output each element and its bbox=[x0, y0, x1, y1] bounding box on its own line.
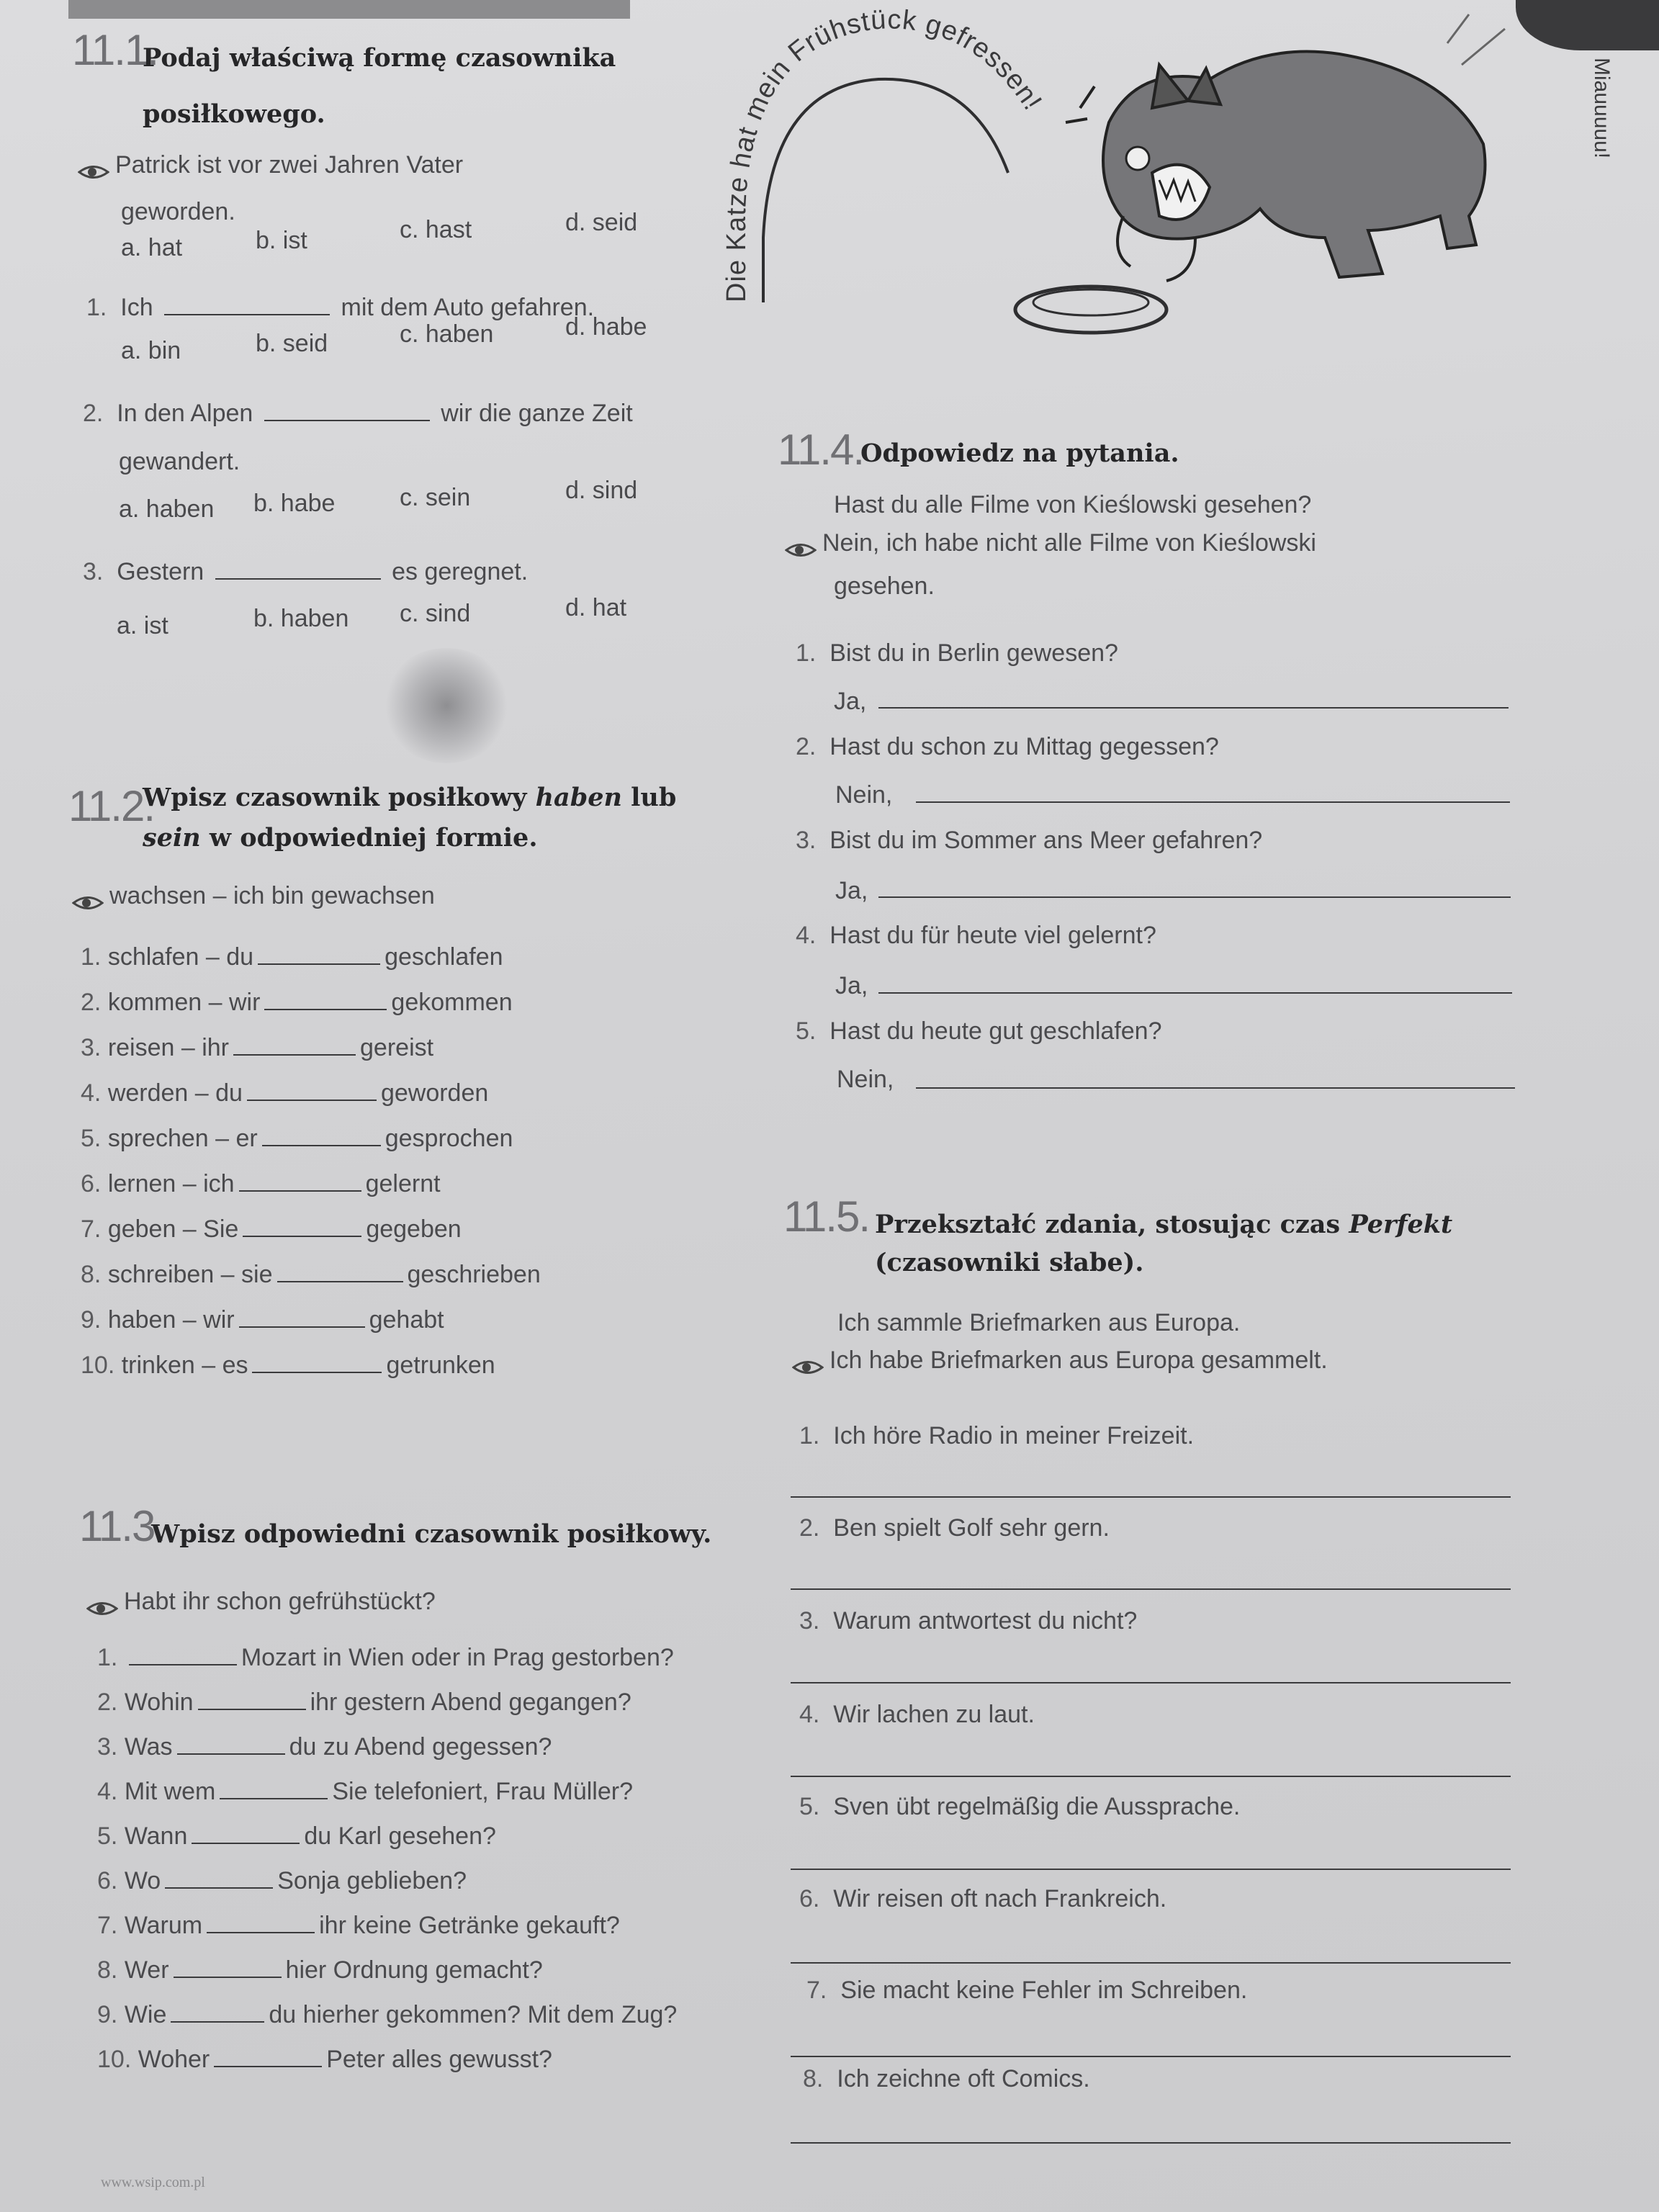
s1-item-1 bbox=[86, 294, 594, 322]
section-11-1-title-line1: Podaj właściwą formę czasownika bbox=[143, 43, 616, 73]
cat-eye bbox=[1126, 147, 1149, 170]
item-number: 1. bbox=[86, 294, 107, 321]
answer-blank[interactable] bbox=[215, 577, 381, 580]
s4-item-1-answer-line[interactable] bbox=[878, 707, 1509, 709]
s2-item-8 bbox=[81, 1261, 541, 1289]
motion-lines bbox=[1447, 14, 1505, 65]
s5-item-6-answer-line[interactable] bbox=[791, 1962, 1511, 1964]
speech-arc-line bbox=[763, 79, 1008, 302]
answer-blank[interactable] bbox=[174, 1976, 282, 1978]
item-post: gesprochen bbox=[385, 1125, 513, 1152]
item-post: mit dem Auto gefahren. bbox=[341, 294, 595, 321]
s2-item-1 bbox=[81, 943, 503, 971]
cat-illustration bbox=[691, 0, 1659, 346]
answer-blank[interactable] bbox=[207, 1931, 315, 1933]
item-pre: Ich bbox=[120, 294, 153, 321]
item-number: 1. bbox=[81, 943, 102, 971]
s5-item-8 bbox=[803, 2065, 1090, 2093]
s5-item-2-answer-line[interactable] bbox=[791, 1588, 1511, 1590]
item-number: 3. bbox=[83, 558, 104, 585]
eye-icon bbox=[785, 536, 817, 552]
item-post: gehabt bbox=[369, 1306, 444, 1334]
answer-blank[interactable] bbox=[220, 1797, 328, 1799]
example-11-2-text: wachsen – ich bin gewachsen bbox=[109, 882, 435, 909]
s2-item-10 bbox=[81, 1352, 495, 1380]
example-11-1-option-b: b. ist bbox=[256, 227, 307, 254]
example-11-1-line1 bbox=[78, 151, 463, 179]
title-part: lub bbox=[621, 783, 677, 812]
item-pre: Wer bbox=[124, 1956, 169, 1984]
item-post: gelernt bbox=[365, 1170, 441, 1197]
item-number: 4. bbox=[81, 1079, 102, 1107]
s4-item-4-answer-line[interactable] bbox=[878, 992, 1512, 994]
s5-item-4-answer-line[interactable] bbox=[791, 1776, 1511, 1777]
s1-item-2-option-d: d. sind bbox=[565, 477, 638, 504]
item-number: 7. bbox=[81, 1215, 102, 1243]
s5-item-3 bbox=[799, 1607, 1137, 1635]
answer-blank[interactable] bbox=[277, 1280, 403, 1282]
section-11-4-number: 11.4. bbox=[778, 426, 863, 474]
example-11-1-option-d: d. seid bbox=[565, 209, 638, 236]
s2-item-5 bbox=[81, 1125, 513, 1153]
s4-item-2-answer-start: Nein, bbox=[835, 781, 893, 809]
item-post: Peter alles gewusst? bbox=[326, 2046, 552, 2073]
item-post: ihr gestern Abend gegangen? bbox=[310, 1689, 631, 1716]
s4-item-3-answer-line[interactable] bbox=[878, 896, 1511, 898]
item-number: 2. bbox=[83, 400, 104, 427]
s4-item-5-answer-line[interactable] bbox=[916, 1087, 1515, 1089]
s2-item-9 bbox=[81, 1306, 444, 1334]
section-11-5-title-line1 bbox=[875, 1206, 1452, 1244]
item-text: Ich höre Radio in meiner Freizeit. bbox=[833, 1422, 1195, 1449]
item-number: 6. bbox=[799, 1885, 820, 1912]
answer-blank[interactable] bbox=[252, 1371, 382, 1373]
item-pre: schreiben – sie bbox=[107, 1261, 273, 1288]
s1-item-2 bbox=[83, 400, 633, 428]
item-post: hier Ordnung gemacht? bbox=[285, 1956, 543, 1984]
item-number: 9. bbox=[97, 2001, 118, 2028]
example-11-1-option-a: a. hat bbox=[121, 234, 183, 261]
example-11-4-answer bbox=[785, 529, 1316, 557]
s4-item-2-answer-line[interactable] bbox=[916, 801, 1510, 803]
title-part-italic: haben bbox=[535, 783, 622, 812]
title-part-italic: sein bbox=[143, 823, 201, 853]
speech-arc-textpath: Die Katze hat mein Frühstück gefressen! bbox=[721, 4, 1048, 302]
s1-item-3-option-c: c. sind bbox=[400, 600, 471, 627]
item-post: getrunken bbox=[386, 1352, 495, 1379]
item-pre: Warum bbox=[124, 1912, 203, 1939]
item-text: Ich zeichne oft Comics. bbox=[837, 2065, 1090, 2092]
item-number: 5. bbox=[97, 1822, 118, 1850]
item-number: 6. bbox=[97, 1867, 118, 1894]
item-pre: geben – Sie bbox=[107, 1215, 239, 1243]
example-11-1-text1: Patrick ist vor zwei Jahren Vater bbox=[115, 151, 464, 179]
item-pre: Was bbox=[124, 1733, 173, 1761]
section-11-5-title-line2: (czasowniki słabe). bbox=[875, 1248, 1144, 1277]
answer-blank[interactable] bbox=[264, 419, 430, 421]
item-pre: Wo bbox=[124, 1867, 161, 1894]
item-number: 4. bbox=[97, 1778, 118, 1805]
s1-item-1-option-b: b. seid bbox=[256, 330, 328, 357]
page-smudge bbox=[382, 648, 511, 763]
s1-item-2-option-c: c. sein bbox=[400, 484, 471, 511]
food-bowl-rim bbox=[1033, 289, 1148, 315]
item-number: 1. bbox=[97, 1644, 118, 1671]
item-pre: Wie bbox=[124, 2001, 167, 2028]
s1-item-3-option-a: a. ist bbox=[117, 612, 168, 639]
s4-item-1-answer-start: Ja, bbox=[834, 688, 867, 715]
example-11-2 bbox=[72, 882, 435, 910]
item-number: 2. bbox=[97, 1689, 118, 1716]
example-11-5-answer-text: Ich habe Briefmarken aus Europa gesammelt. bbox=[830, 1346, 1328, 1374]
section-11-4-title: Odpowiedz na pytania. bbox=[860, 439, 1179, 468]
s1-item-1-option-a: a. bin bbox=[121, 337, 181, 364]
s5-item-5-answer-line[interactable] bbox=[791, 1869, 1511, 1870]
footer-url: www.wsip.com.pl bbox=[101, 2175, 205, 2190]
s3-item-1 bbox=[97, 1644, 674, 1672]
title-part: w odpowiedniej formie. bbox=[200, 823, 538, 853]
item-pre: trinken – es bbox=[121, 1352, 248, 1379]
s4-item-2-question bbox=[796, 733, 1219, 761]
s5-item-7-answer-line[interactable] bbox=[791, 2056, 1511, 2057]
section-11-2-title-line1 bbox=[143, 779, 676, 817]
item-post: ihr keine Getränke gekauft? bbox=[319, 1912, 620, 1939]
s3-item-5 bbox=[97, 1822, 496, 1851]
item-post: du Karl gesehen? bbox=[304, 1822, 496, 1850]
item-question: Hast du schon zu Mittag gegessen? bbox=[830, 733, 1219, 760]
answer-blank[interactable] bbox=[214, 2065, 322, 2067]
item-post: geschrieben bbox=[407, 1261, 541, 1288]
item-pre: Wohin bbox=[124, 1689, 194, 1716]
item-post: geschlafen bbox=[385, 943, 503, 971]
s3-item-10 bbox=[97, 2046, 552, 2074]
food-bowl bbox=[1015, 287, 1166, 333]
example-11-1-option-c: c. hast bbox=[400, 216, 472, 243]
example-11-5-question: Ich sammle Briefmarken aus Europa. bbox=[837, 1309, 1241, 1336]
example-11-4-question: Hast du alle Filme von Kieślowski gesehen? bbox=[834, 491, 1312, 518]
item-post: es geregnet. bbox=[392, 558, 529, 585]
answer-blank[interactable] bbox=[129, 1663, 237, 1665]
s2-item-4 bbox=[81, 1079, 488, 1107]
title-part: Przekształć zdania, stosując czas bbox=[875, 1210, 1349, 1239]
item-pre: werden – du bbox=[107, 1079, 243, 1107]
eye-icon bbox=[78, 158, 109, 174]
item-pre: In den Alpen bbox=[117, 400, 253, 427]
item-question: Bist du in Berlin gewesen? bbox=[830, 639, 1118, 667]
item-pre: reisen – ihr bbox=[107, 1034, 230, 1061]
item-post: Sonja geblieben? bbox=[277, 1867, 467, 1894]
example-11-4-answer-line2: gesehen. bbox=[834, 572, 935, 600]
s2-item-3 bbox=[81, 1034, 433, 1062]
s4-item-4-answer-start: Ja, bbox=[835, 972, 868, 999]
s5-item-1-answer-line[interactable] bbox=[791, 1496, 1511, 1498]
item-number: 5. bbox=[81, 1125, 102, 1152]
title-part: Wpisz czasownik posiłkowy bbox=[143, 783, 536, 812]
s5-item-4 bbox=[799, 1701, 1035, 1729]
section-11-5-number: 11.5. bbox=[783, 1192, 869, 1241]
item-number: 10. bbox=[97, 2046, 132, 2073]
item-number: 8. bbox=[803, 2065, 824, 2092]
item-pre: kommen – wir bbox=[107, 989, 261, 1016]
s3-item-7 bbox=[97, 1912, 620, 1940]
s1-item-1-option-c: c. haben bbox=[400, 320, 494, 348]
item-number: 5. bbox=[799, 1793, 820, 1820]
eye-icon bbox=[72, 889, 104, 905]
s1-item-2-option-b: b. habe bbox=[253, 490, 336, 517]
s5-item-2 bbox=[799, 1514, 1110, 1542]
s1-item-3-option-d: d. hat bbox=[565, 594, 627, 621]
example-11-5-answer bbox=[792, 1346, 1328, 1375]
section-11-3-title: Wpisz odpowiedni czasownik posiłkowy. bbox=[151, 1519, 712, 1549]
s5-item-3-answer-line[interactable] bbox=[791, 1682, 1511, 1683]
item-number: 8. bbox=[81, 1261, 102, 1288]
answer-blank[interactable] bbox=[262, 1144, 381, 1146]
title-part-italic: Perfekt bbox=[1349, 1210, 1453, 1239]
s1-item-3-option-b: b. haben bbox=[253, 605, 349, 632]
s3-item-8 bbox=[97, 1956, 543, 1984]
answer-blank[interactable] bbox=[243, 1235, 361, 1237]
item-post: gegeben bbox=[366, 1215, 462, 1243]
answer-blank[interactable] bbox=[258, 963, 380, 965]
item-number: 3. bbox=[799, 1607, 820, 1635]
example-11-3 bbox=[86, 1588, 436, 1616]
s4-item-5-answer-start: Nein, bbox=[837, 1066, 894, 1093]
item-pre: Mit wem bbox=[124, 1778, 216, 1805]
item-post: Mozart in Wien oder in Prag gestorben? bbox=[240, 1644, 674, 1671]
item-number: 1. bbox=[796, 639, 817, 667]
s3-item-6 bbox=[97, 1867, 467, 1895]
item-pre: Gestern bbox=[117, 558, 204, 585]
eye-icon bbox=[86, 1595, 118, 1611]
answer-blank[interactable] bbox=[171, 2020, 264, 2023]
anger-marks bbox=[1066, 86, 1094, 122]
s3-item-2 bbox=[97, 1689, 631, 1717]
s5-item-8-answer-line[interactable] bbox=[791, 2142, 1511, 2144]
item-pre: Wann bbox=[124, 1822, 188, 1850]
s4-item-1-question bbox=[796, 639, 1118, 667]
s4-item-3-question bbox=[796, 827, 1262, 855]
item-pre: haben – wir bbox=[107, 1306, 235, 1334]
s3-item-9 bbox=[97, 2001, 677, 2029]
section-11-1-number: 11.1. bbox=[72, 26, 158, 74]
s2-item-7 bbox=[81, 1215, 462, 1244]
item-text: Ben spielt Golf sehr gern. bbox=[833, 1514, 1110, 1542]
item-number: 6. bbox=[81, 1170, 102, 1197]
item-question: Bist du im Sommer ans Meer gefahren? bbox=[830, 827, 1263, 854]
answer-blank[interactable] bbox=[239, 1326, 365, 1328]
answer-blank[interactable] bbox=[233, 1053, 356, 1056]
item-question: Hast du für heute viel gelernt? bbox=[830, 922, 1156, 949]
item-post: du hierher gekommen? Mit dem Zug? bbox=[269, 2001, 678, 2028]
answer-blank[interactable] bbox=[192, 1842, 300, 1844]
s5-item-1 bbox=[799, 1422, 1194, 1450]
s5-item-7 bbox=[806, 1977, 1247, 2005]
item-pre: lernen – ich bbox=[107, 1170, 235, 1197]
s1-item-2-continuation: gewandert. bbox=[119, 448, 240, 475]
cat-sound-text: Miauuuuu! bbox=[1590, 58, 1614, 159]
item-number: 7. bbox=[806, 1977, 827, 2004]
s3-item-4 bbox=[97, 1778, 633, 1806]
item-number: 7. bbox=[97, 1912, 118, 1939]
item-text: Wir lachen zu laut. bbox=[833, 1701, 1035, 1728]
answer-blank[interactable] bbox=[164, 313, 330, 315]
section-11-2-number: 11.2. bbox=[68, 782, 154, 830]
item-number: 2. bbox=[796, 733, 817, 760]
section-11-1-title-line2: posiłkowego. bbox=[143, 99, 325, 129]
answer-blank[interactable] bbox=[247, 1099, 377, 1101]
s1-item-1-option-d: d. habe bbox=[565, 313, 647, 341]
item-text: Warum antwortest du nicht? bbox=[833, 1607, 1138, 1635]
s1-item-2-option-a: a. haben bbox=[119, 495, 215, 523]
top-edge-strip bbox=[68, 0, 630, 19]
item-number: 1. bbox=[799, 1422, 820, 1449]
item-number: 2. bbox=[81, 989, 102, 1016]
item-number: 5. bbox=[796, 1017, 817, 1045]
item-number: 9. bbox=[81, 1306, 102, 1334]
s4-item-3-answer-start: Ja, bbox=[835, 877, 868, 904]
item-post: geworden bbox=[380, 1079, 489, 1107]
item-number: 8. bbox=[97, 1956, 118, 1984]
item-post: Sie telefoniert, Frau Müller? bbox=[332, 1778, 634, 1805]
item-pre: sprechen – er bbox=[107, 1125, 258, 1152]
item-post: gereist bbox=[360, 1034, 434, 1061]
s5-item-5 bbox=[799, 1793, 1240, 1821]
item-number: 2. bbox=[799, 1514, 820, 1542]
answer-blank[interactable] bbox=[165, 1887, 273, 1889]
item-text: Sie macht keine Fehler im Schreiben. bbox=[840, 1977, 1248, 2004]
s4-item-4-question bbox=[796, 922, 1156, 950]
s4-item-5-question bbox=[796, 1017, 1162, 1046]
item-number: 4. bbox=[796, 922, 817, 949]
item-number: 10. bbox=[81, 1352, 115, 1379]
item-post: wir die ganze Zeit bbox=[441, 400, 633, 427]
item-text: Wir reisen oft nach Frankreich. bbox=[833, 1885, 1167, 1912]
item-text: Sven übt regelmäßig die Aussprache. bbox=[833, 1793, 1241, 1820]
s3-item-3 bbox=[97, 1733, 552, 1761]
item-pre: Woher bbox=[138, 2046, 210, 2073]
s1-item-3 bbox=[83, 558, 528, 586]
item-post: du zu Abend gegessen? bbox=[289, 1733, 552, 1761]
answer-blank[interactable] bbox=[177, 1753, 285, 1755]
section-11-3-number: 11.3. bbox=[79, 1502, 165, 1550]
answer-blank[interactable] bbox=[264, 1008, 387, 1010]
section-11-2-title-line2 bbox=[143, 819, 538, 857]
item-question: Hast du heute gut geschlafen? bbox=[830, 1017, 1162, 1045]
example-11-4-answer-line1: Nein, ich habe nicht alle Filme von Kieślowski bbox=[822, 529, 1316, 557]
s5-item-6 bbox=[799, 1885, 1166, 1913]
item-post: gekommen bbox=[391, 989, 513, 1016]
eye-icon bbox=[792, 1354, 824, 1370]
s2-item-6 bbox=[81, 1170, 441, 1198]
item-number: 3. bbox=[81, 1034, 102, 1061]
example-11-3-text: Habt ihr schon gefrühstückt? bbox=[124, 1588, 436, 1615]
s2-item-2 bbox=[81, 989, 513, 1017]
item-number: 4. bbox=[799, 1701, 820, 1728]
answer-blank[interactable] bbox=[198, 1708, 306, 1710]
answer-blank[interactable] bbox=[239, 1190, 361, 1192]
item-number: 3. bbox=[97, 1733, 118, 1761]
item-pre: schlafen – du bbox=[107, 943, 254, 971]
item-number: 3. bbox=[796, 827, 817, 854]
example-11-1-line2: geworden. bbox=[121, 198, 235, 225]
